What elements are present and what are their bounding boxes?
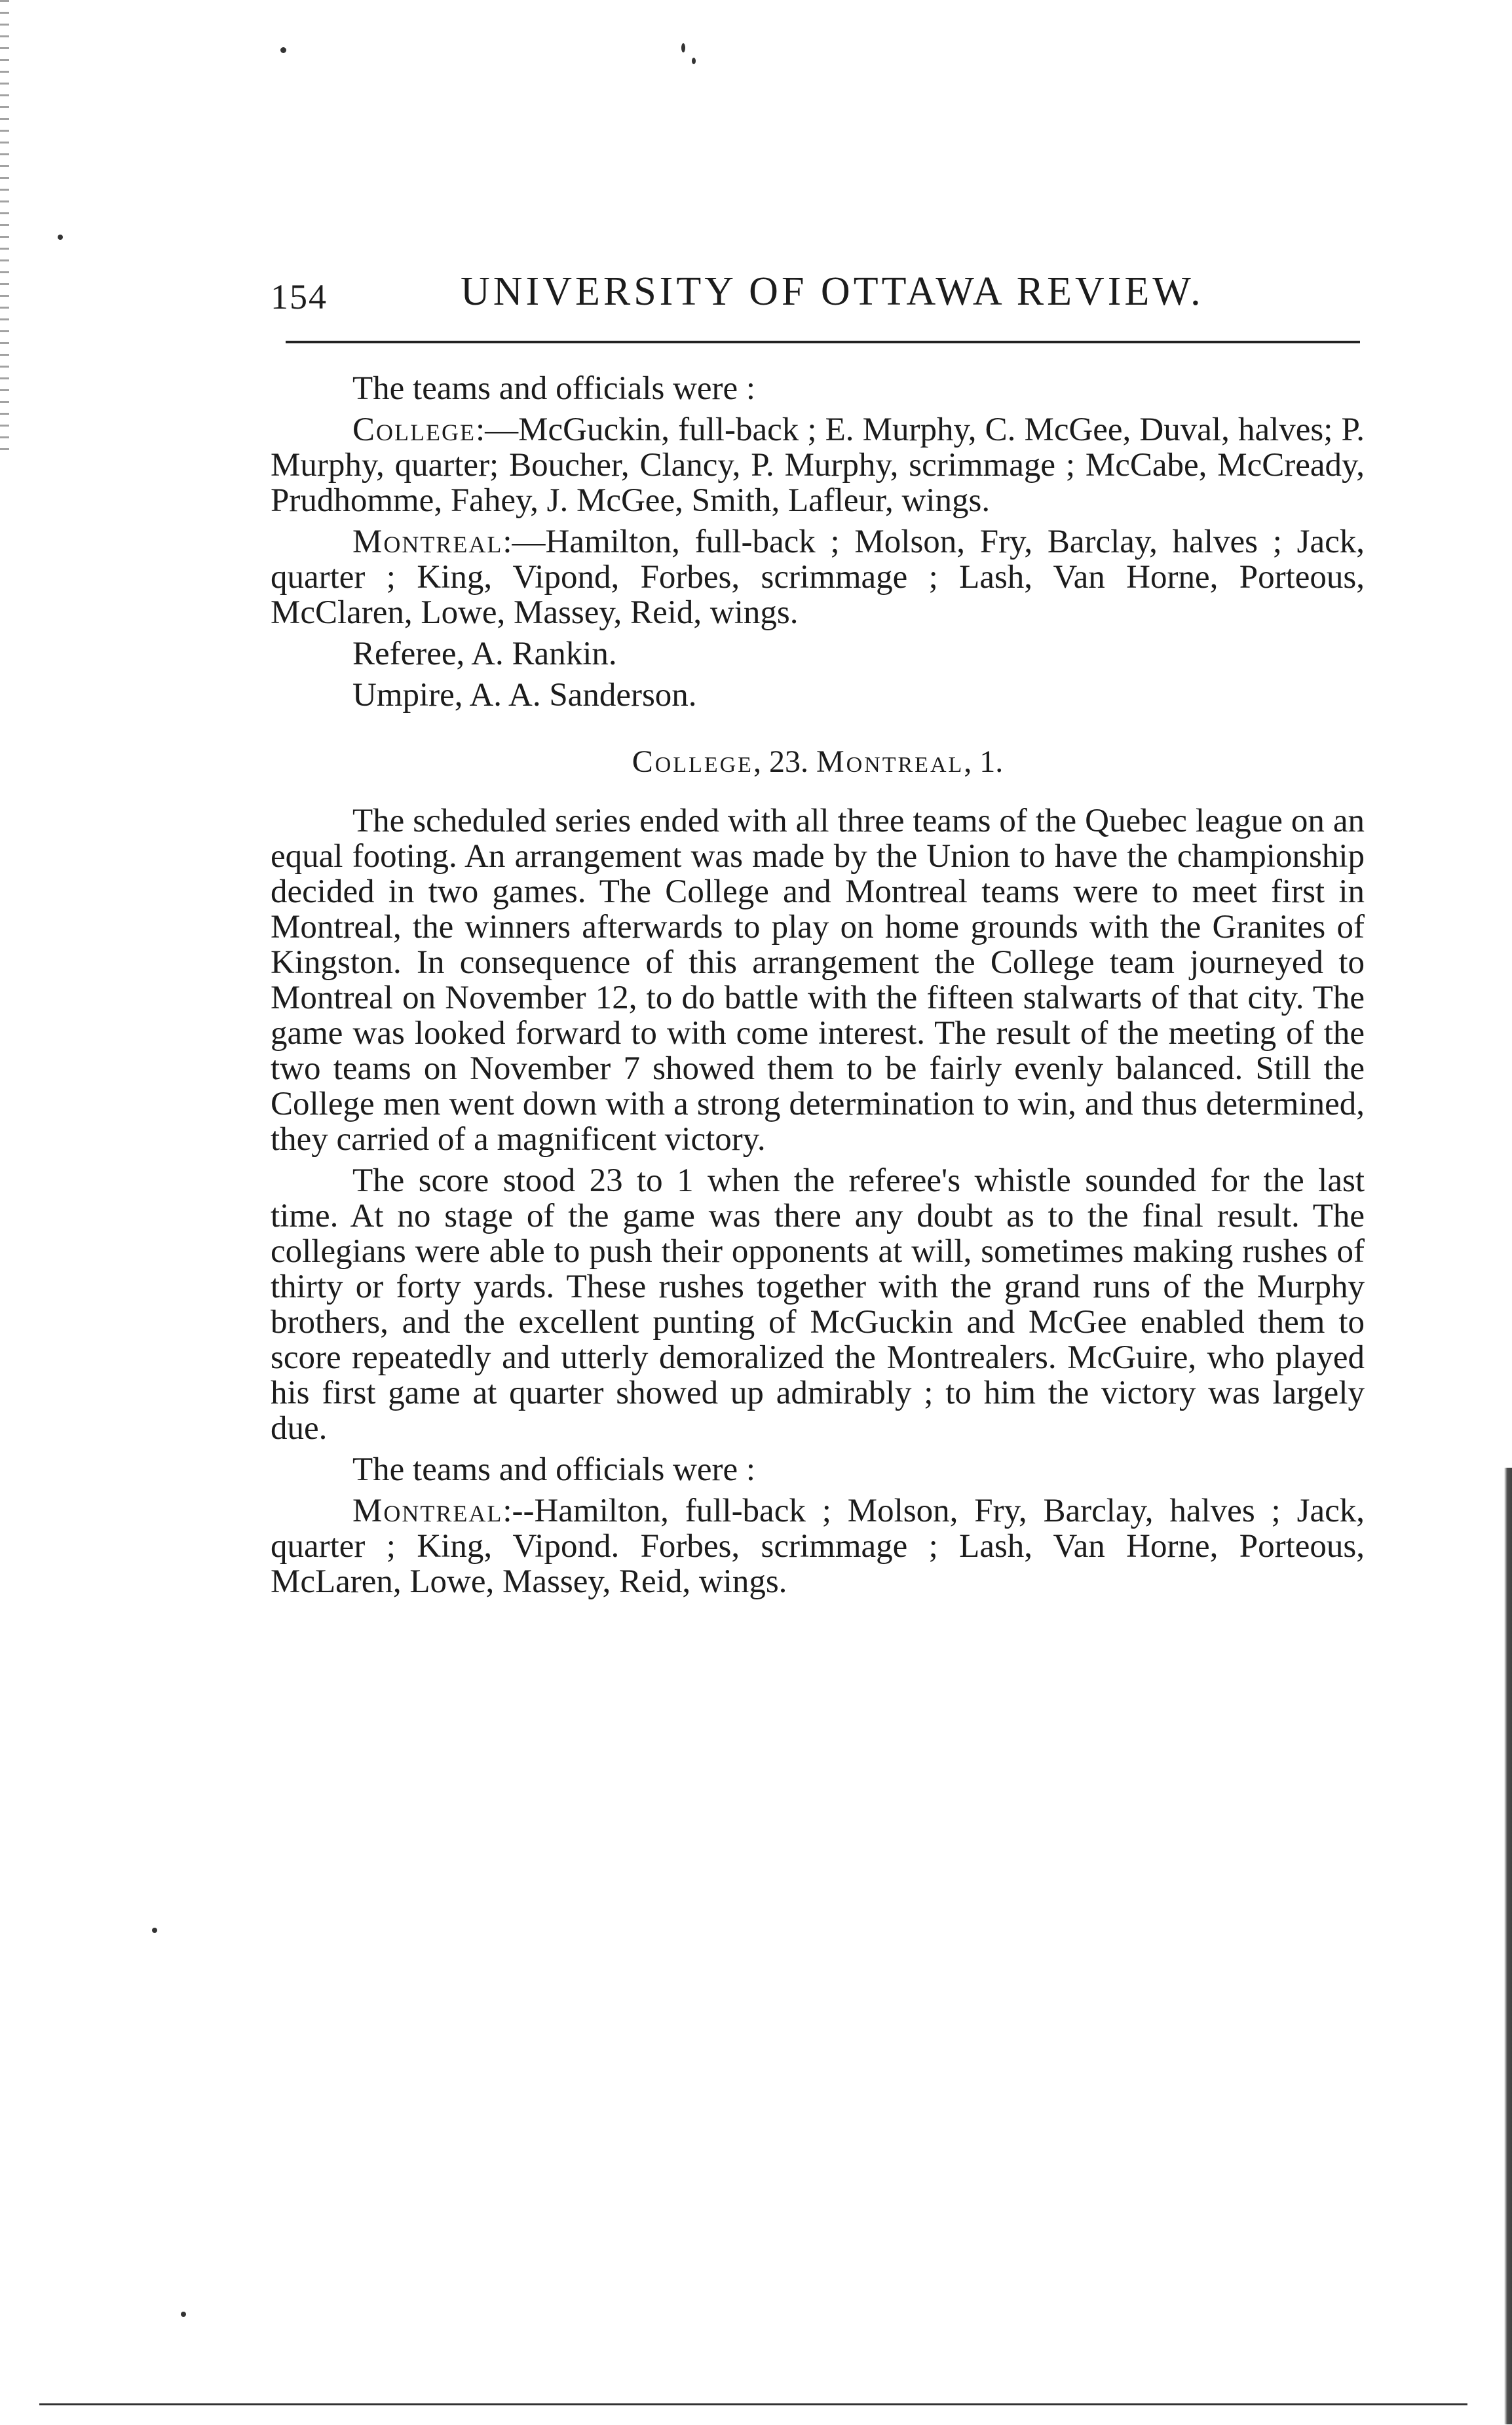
montreal-lineup-text-2: :--Hamilton, full-back ; Molson, Fry, Barclay, halves ; Jack, quarter ; King, Vipond. Forbes, scrimmage ; Lash, Van Horne, Porteous, McLaren, Lowe, Massey, Reid, wings. <box>271 1493 1365 1600</box>
college-lineup-text: :—McGuckin, full-back ; E. Murphy, C. McGee, Duval, halves; P. Murphy, quarter; Boucher, Clancy, P. Murphy, scrimmage ; McCabe, McCready, Prudhomme, Fahey, J. McGee, Smith, Lafleur, wings. <box>271 411 1365 519</box>
heading-college: College <box>632 744 753 779</box>
page-number: 154 <box>271 277 328 316</box>
teams-intro: The teams and officials were : <box>352 370 756 407</box>
montreal-label-2: Montreal <box>352 1493 503 1529</box>
umpire-line: Umpire, A. A. Sanderson. <box>352 677 697 714</box>
bottom-scan-rule <box>39 2403 1467 2405</box>
page-header <box>271 269 1365 328</box>
montreal-label: Montreal <box>352 524 503 560</box>
scan-speck <box>58 235 63 240</box>
heading-montreal-score: , 1. <box>964 744 1004 779</box>
teams-intro-2: The teams and officials were : <box>352 1451 756 1488</box>
scan-speck <box>181 2312 186 2317</box>
heading-montreal: Montreal <box>816 744 964 779</box>
scan-speck <box>692 58 696 64</box>
montreal-lineup <box>271 524 1365 630</box>
paragraph-score: The score stood 23 to 1 when the referee's whistle sounded for the last time. At no stage of the game was there any doubt as to the final result. The collegians were able to push their opponents at will, sometimes making rushes of thirty or forty yards. These rushes together with the grand runs of the Murphy brothers, and the excellent punting of McGuckin and McGee enabled them to score repeatedly and utterly demoralized the Montrealers. McGuire, who played his first game at quarter showed up admirably ; to him the victory was largely due. <box>271 1162 1365 1447</box>
referee-line: Referee, A. Rankin. <box>352 636 617 672</box>
scan-left-edge-marks <box>0 0 9 459</box>
college-label: College <box>352 411 476 448</box>
running-title: UNIVERSITY OF OTTAWA REVIEW. <box>461 269 1204 314</box>
scan-speck <box>681 43 685 52</box>
heading-college-score: , 23. <box>753 744 808 779</box>
montreal-lineup-text: :—Hamilton, full-back ; Molson, Fry, Barclay, halves ; Jack, quarter ; King, Vipond, Forbes, scrimmage ; Lash, Van Horne, Porteous, McClaren, Lowe, Massey, Reid, wings. <box>271 524 1365 631</box>
section-heading <box>271 744 1365 780</box>
scan-speck <box>280 47 286 53</box>
scan-speck <box>152 1928 157 1933</box>
scan-right-edge-shadow <box>1504 1468 1512 2424</box>
article-body <box>271 371 1365 1605</box>
header-rule <box>286 341 1360 343</box>
paragraph-series: The scheduled series ended with all three teams of the Quebec league on an equal footing. An arrangement was made by the Union to have the championship decided in two games. The College and Montreal teams were to meet first in Montreal, the winners afterwards to play on home grounds with the Granites of Kingston. In consequence of this arrangement the College team journeyed to Montreal on November 12, to do battle with the fifteen stalwarts of that city. The game was looked forward to with come interest. The result of the meeting of the two teams on November 7 showed them to be fairly evenly balanced. Still the College men went down with a strong determination to win, and thus determined, they carried of a magnificent victory. <box>271 803 1365 1158</box>
montreal-lineup-2 <box>271 1493 1365 1599</box>
college-lineup <box>271 412 1365 518</box>
